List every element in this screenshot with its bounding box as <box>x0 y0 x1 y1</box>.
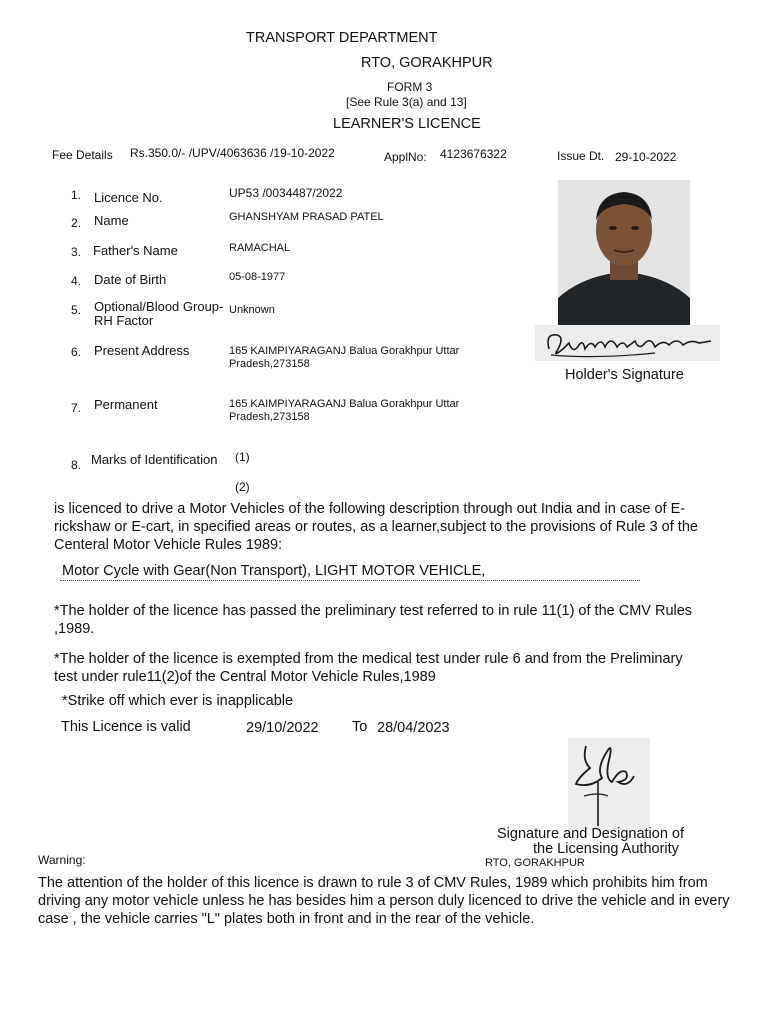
field-value-licence-no: UP53 /0034487/2022 <box>229 186 343 200</box>
form-number: FORM 3 <box>387 80 433 94</box>
field-value-present-address-line2: Pradesh,273158 <box>229 358 310 370</box>
authority-caption-line1: Signature and Designation of <box>497 826 685 842</box>
field-label-dob: Date of Birth <box>94 272 167 287</box>
appl-no-value: 4123676322 <box>440 147 507 161</box>
field-number: 8. <box>71 458 82 472</box>
field-number: 2. <box>71 216 82 230</box>
field-number: 7. <box>71 401 82 415</box>
valid-from-date: 29/10/2022 <box>246 720 319 736</box>
strike-off-note: *Strike off which ever is inapplicable <box>62 693 294 709</box>
field-number: 1. <box>71 188 82 202</box>
holder-signature-caption: Holder's Signature <box>565 367 684 383</box>
field-label-blood-group: Optional/Blood Group- <box>94 299 224 314</box>
rule-reference: [See Rule 3(a) and 13] <box>346 95 467 109</box>
warning-text: The attention of the holder of this licence is drawn to rule 3 of CMV Rules, 1989 which prohibits him from driving any motor vehicle unless he has besides him a person duly licenced to drive the vehicle and in every case , the vehicle carries "L" plates both in front and in the rear of the vehicle. <box>38 875 730 927</box>
authority-caption-line2: the Licensing Authority <box>533 841 679 857</box>
valid-to-date: 28/04/2023 <box>377 720 450 736</box>
rto-heading: RTO, GORAKHPUR <box>361 55 493 71</box>
field-number: 3. <box>71 245 82 259</box>
valid-to-label: To <box>352 719 368 735</box>
field-label-rh-factor: RH Factor <box>94 313 154 328</box>
fee-value: Rs.350.0/- /UPV/4063636 /19-10-2022 <box>130 146 335 160</box>
holder-signature-image <box>535 325 720 361</box>
preliminary-test-note: *The holder of the licence has passed the preliminary test referred to in rule 11(1) of the CMV Rules ,1989. <box>54 603 693 637</box>
licensing-authority-signature-image <box>568 738 650 830</box>
holder-photo <box>558 180 690 325</box>
field-value-permanent-address-line2: Pradesh,273158 <box>229 411 310 423</box>
identification-mark-2: (2) <box>235 480 250 494</box>
field-value-fathers-name: RAMACHAL <box>229 242 291 254</box>
vehicle-classes-dotted-line <box>60 580 640 581</box>
field-label-identification-marks: Marks of Identification <box>91 452 218 467</box>
field-value-permanent-address: 165 KAIMPIYARAGANJ Balua Gorakhpur Uttar <box>229 398 460 410</box>
authority-office: RTO, GORAKHPUR <box>485 857 585 869</box>
validity-label: This Licence is valid <box>61 719 191 735</box>
warning-label: Warning: <box>38 853 86 867</box>
document-title: LEARNER'S LICENCE <box>333 116 481 132</box>
field-value-blood-group: Unknown <box>229 304 275 316</box>
field-label-fathers-name: Father's Name <box>93 243 178 258</box>
field-value-name: GHANSHYAM PRASAD PATEL <box>229 211 384 223</box>
fee-label: Fee Details <box>52 148 113 162</box>
field-number: 6. <box>71 345 82 359</box>
medical-exemption-note: *The holder of the licence is exempted from the medical test under rule 6 and from the Preliminary test under rule11(2)of the Central Motor Vehicle Rules,1989 <box>54 651 683 685</box>
issue-date-label: Issue Dt. <box>557 149 605 163</box>
field-label-permanent-address: Permanent <box>94 397 158 412</box>
licence-description: is licenced to drive a Motor Vehicles of the following description through out India and in case of E-rickshaw or E-cart, in specified areas or routes, as a learner,subject to the provisions of Rule 3 of the Centeral Motor Vehicle Rules 1989: <box>54 501 698 553</box>
field-value-present-address: 165 KAIMPIYARAGANJ Balua Gorakhpur Uttar <box>229 345 460 357</box>
department-heading: TRANSPORT DEPARTMENT <box>246 30 438 46</box>
field-number: 5. <box>71 303 82 317</box>
field-label-licence-no: Licence No. <box>94 190 163 205</box>
field-label-name: Name <box>94 213 129 228</box>
identification-mark-1: (1) <box>235 450 250 464</box>
field-number: 4. <box>71 274 82 288</box>
vehicle-classes: Motor Cycle with Gear(Non Transport), LIGHT MOTOR VEHICLE, <box>62 563 486 579</box>
field-value-dob: 05-08-1977 <box>229 271 286 283</box>
issue-date-value: 29-10-2022 <box>615 150 677 164</box>
field-label-present-address: Present Address <box>94 343 190 358</box>
appl-no-label: ApplNo: <box>384 150 427 164</box>
